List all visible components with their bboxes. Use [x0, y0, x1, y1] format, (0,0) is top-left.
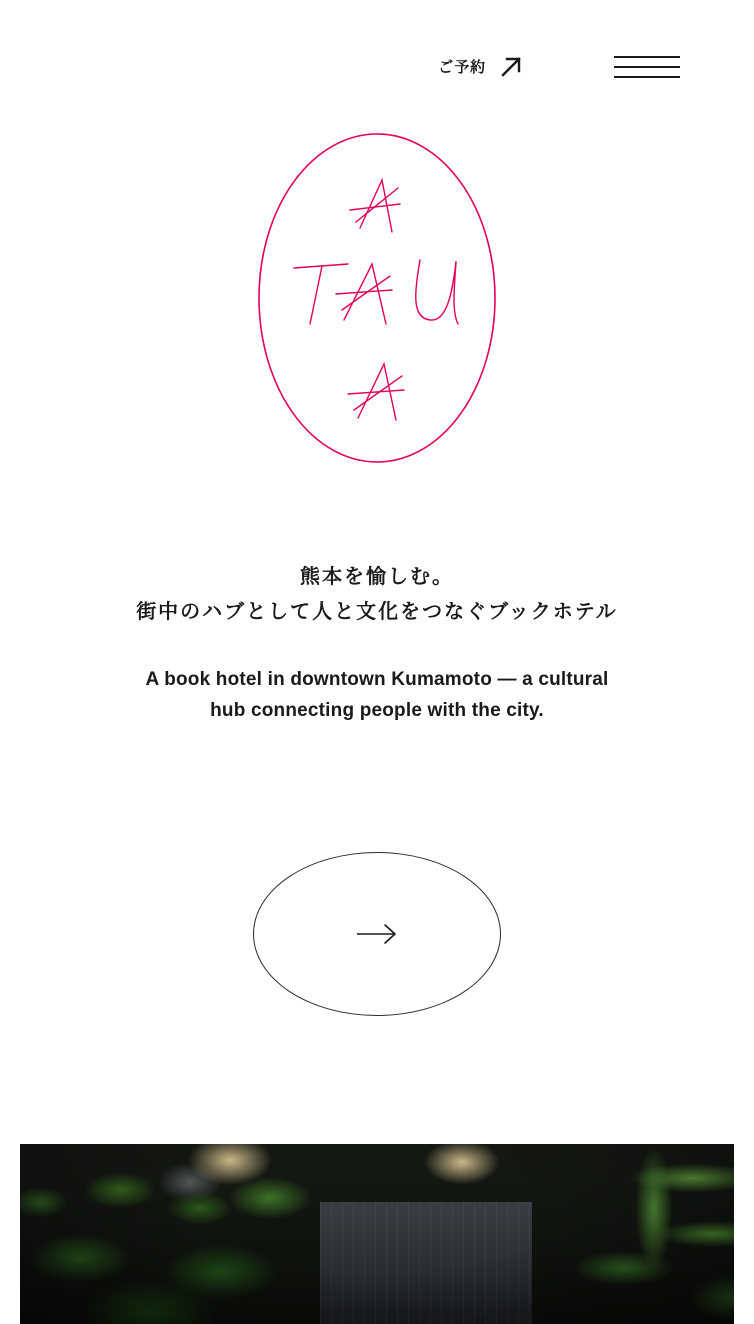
tagline-japanese [0, 560, 754, 630]
menu-bar-1 [614, 56, 680, 58]
tau-handwritten-logo[interactable] [252, 128, 502, 468]
site-header [0, 0, 754, 130]
menu-bar-3 [614, 76, 680, 78]
arrow-up-right-icon [500, 56, 522, 78]
tagline-en-line2: hub connecting people with the city. [210, 700, 544, 722]
hero-tagline [0, 560, 754, 727]
photo-vignette [20, 1144, 734, 1324]
tagline-english [0, 664, 754, 727]
logo-container [0, 128, 754, 468]
reservation-label: ご予約 [438, 58, 486, 76]
hero-photo [20, 1144, 734, 1324]
tagline-ja-line2: 街中のハブとして人と文化をつなぐブックホテル [136, 601, 618, 623]
scroll-down-button[interactable] [253, 852, 501, 1016]
arrow-right-icon [355, 921, 399, 947]
hamburger-menu-icon[interactable] [614, 50, 680, 84]
menu-bar-2 [614, 66, 680, 68]
reservation-link[interactable] [438, 56, 522, 78]
tagline-ja-line1: 熊本を愉しむ。 [300, 566, 454, 588]
tagline-en-line1: A book hotel in downtown Kumamoto — a cultural [145, 669, 609, 690]
